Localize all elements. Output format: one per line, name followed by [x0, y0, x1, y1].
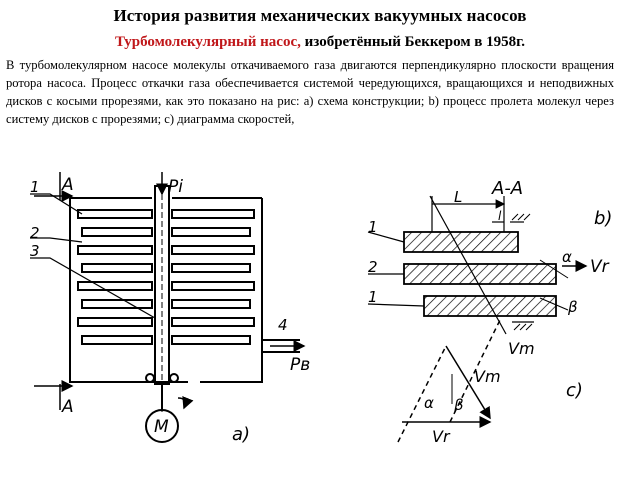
- disk-stack-left: [78, 210, 152, 344]
- diagram-b-disk-section: [368, 196, 586, 334]
- alpha-label-b: α: [562, 248, 572, 266]
- beta-label-c: β: [454, 396, 464, 414]
- description-paragraph: В турбомолекулярном насосе молекулы откачиваемого газа двигаются перпендикулярно плоскости вращения ротора насоса. Процесс откачки газа обеспечивается системой чередующихся, вращающихся и неподвижных дисков с косыми прорезями, как это показано на рис: а) схема конструкции; b) процесс пролета молекул через систему дисков с прорезями; с) диаграмма скоростей,: [6, 58, 614, 126]
- caption-b: b): [594, 208, 613, 229]
- vm-label-b: Vm: [508, 339, 535, 358]
- alpha-label-c: α: [424, 394, 434, 412]
- subtitle-rest: изобретённый Беккером в 1958г.: [300, 34, 526, 50]
- diagram-a-labels: [30, 175, 310, 445]
- vr-label-c: Vr: [432, 427, 450, 446]
- disk-stack-right: [172, 210, 254, 344]
- beta-label-b: β: [568, 298, 578, 316]
- label-a-2: 2: [30, 224, 40, 242]
- label-b-1-bottom: 1: [368, 288, 378, 306]
- section-mark-bottom: A: [62, 397, 74, 417]
- vr-label-b: Vr: [590, 257, 609, 277]
- motor-label: M: [154, 417, 169, 437]
- section-mark-top: A: [62, 175, 74, 195]
- caption-c: c): [566, 380, 583, 401]
- label-a-3: 3: [30, 242, 40, 260]
- label-a-4: 4: [278, 316, 288, 334]
- page-title: История развития механических вакуумных насосов: [113, 6, 527, 25]
- label-a-1: 1: [30, 178, 40, 196]
- label-b-2: 2: [368, 258, 378, 276]
- subtitle-accent: Турбомолекулярный насос,: [114, 34, 301, 50]
- inlet-pressure-label: Pi: [168, 177, 183, 197]
- diagram-c-labels: [424, 367, 583, 446]
- section-aa-label: A-A: [492, 178, 524, 199]
- dimension-l-label: L: [454, 188, 463, 206]
- caption-a: a): [232, 424, 251, 445]
- vm-label-c: Vm: [474, 367, 501, 386]
- outlet-pressure-label: Pв: [290, 355, 311, 375]
- dimension-small-l-label: l: [498, 209, 502, 223]
- label-b-1-top: 1: [368, 218, 378, 236]
